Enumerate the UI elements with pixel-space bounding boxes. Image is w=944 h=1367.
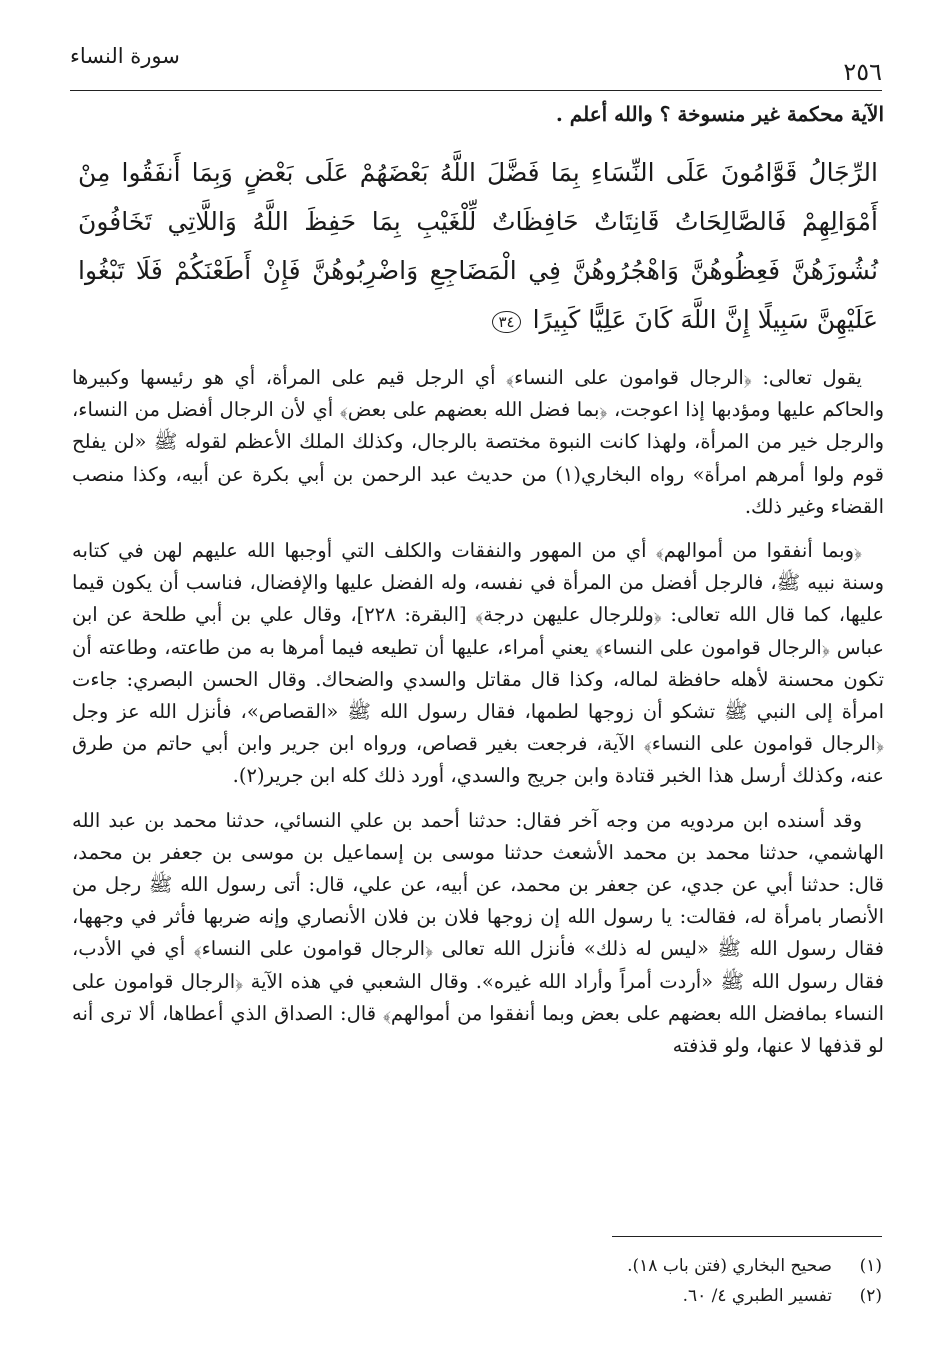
footnote-divider	[612, 1236, 882, 1237]
footnotes	[72, 1236, 882, 1311]
page-body	[72, 98, 884, 1074]
footnote-item	[72, 1251, 882, 1281]
footnote-text: صحيح البخاري (فتن باب ١٨).	[627, 1256, 832, 1276]
footnote-number: (١)	[859, 1256, 882, 1276]
footnote-number: (٢)	[859, 1286, 882, 1306]
paragraph-1: يقول تعالى: ﴿الرجال قوامون على النساء﴾ أي الرجل قيم على المرأة، أي هو رئيسها وكبيرها والحاكم عليها ومؤدبها إذا اعوجت، ﴿بما فضل الله بعضهم على بعض﴾ أي لأن الرجال أفضل من النساء، والرجل خير من المرأة، ولهذا كانت النبوة مختصة بالرجال، وكذلك الملك الأعظم لقوله ﷺ «لن يفلح قوم ولوا أمرهم امرأة» رواه البخاري(١) من حديث عبد الرحمن بن أبي بكرة عن أبيه، وكذا منصب القضاء وغير ذلك.	[72, 366, 884, 518]
header-divider	[70, 90, 882, 91]
quran-verse	[78, 148, 878, 344]
page-header	[70, 38, 882, 94]
paragraph-2: ﴿وبما أنفقوا من أموالهم﴾ أي من المهور والنفقات والكلف التي أوجبها الله عليهم لهن في كتابه وسنة نبيه ﷺ، فالرجل أفضل من المرأة في نفسه، وله الفضل عليها والإفضال، فناسب أن يكون قيما عليها، كما قال الله تعالى: ﴿وللرجال عليهن درجة﴾ [البقرة: ٢٢٨]، وقال علي بن أبي طلحة عن ابن عباس ﴿الرجال قوامون على النساء﴾ يعني أمراء، عليها أن تطيعه فيما أمرها به من طاعته، وطاعته أن تكون محسنة لأهله حافظة لماله، وكذا قال مقاتل والسدي والضحاك. وقال الحسن البصري: جاءت امرأة إلى النبي ﷺ تشكو أن زوجها لطمها، فقال رسول الله ﷺ «القصاص»، فأنزل الله عز وجل ﴿الرجال قوامون على النساء﴾ الآية، فرجعت بغير قصاص، ورواه ابن جرير وابن أبي حاتم من طرق عنه، وكذلك أرسل هذا الخبر قتادة وابن جريج والسدي، أورد ذلك كله ابن جرير(٢).	[72, 539, 884, 788]
surah-name: سورة النساء	[70, 44, 180, 68]
footnote-text: تفسير الطبري ٤/ ٦٠.	[682, 1286, 832, 1306]
verse-number-marker: ٣٤	[492, 311, 520, 333]
intro-line: الآية محكمة غير منسوخة ؟ والله أعلم .	[555, 102, 884, 126]
footnote-item	[72, 1281, 882, 1311]
verse-text: الرِّجَالُ قَوَّامُونَ عَلَى النِّسَاءِ بِمَا فَضَّلَ اللَّهُ بَعْضَهُمْ عَلَى بَعْضٍ وَبِمَا أَنفَقُوا مِنْ أَمْوَالِهِمْ فَالصَّالِحَاتُ قَانِتَاتٌ حَافِظَاتٌ لِّلْغَيْبِ بِمَا حَفِظَ اللَّهُ وَاللَّاتِي تَخَافُونَ نُشُوزَهُنَّ فَعِظُوهُنَّ وَاهْجُرُوهُنَّ فِي الْمَضَاجِعِ وَاضْرِبُوهُنَّ فَإِنْ أَطَعْنَكُمْ فَلَا تَبْغُوا عَلَيْهِنَّ سَبِيلًا إِنَّ اللَّهَ كَانَ عَلِيًّا كَبِيرًا	[78, 158, 878, 334]
paragraph-3: وقد أسنده ابن مردويه من وجه آخر فقال: حدثنا أحمد بن علي النسائي، حدثنا محمد بن عبد الله الهاشمي، حدثنا محمد بن محمد الأشعث حدثنا موسى بن إسماعيل بن موسى بن جعفر بن محمد، قال: حدثنا أبي عن جدي، عن جعفر بن محمد، عن أبيه، عن علي، قال: أتى رسول الله ﷺ رجل من الأنصار بامرأة له، فقالت: يا رسول الله إن زوجها فلان بن فلان الأنصاري وإنه ضربها فأثر في وجهها، فقال رسول الله ﷺ «ليس له ذلك» فأنزل الله تعالى ﴿الرجال قوامون على النساء﴾ أي في الأدب، فقال رسول الله ﷺ «أردت أمراً وأراد الله غيره». وقال الشعبي في هذه الآية ﴿الرجال قوامون على النساء بمافضل الله بعضهم على بعض وبما أنفقوا من أموالهم﴾ قال: الصداق الذي أعطاها، ألا ترى أنه لو قذفها لا عنها، ولو قذفته	[72, 808, 884, 1058]
page-number: ٢٥٦	[843, 58, 882, 86]
